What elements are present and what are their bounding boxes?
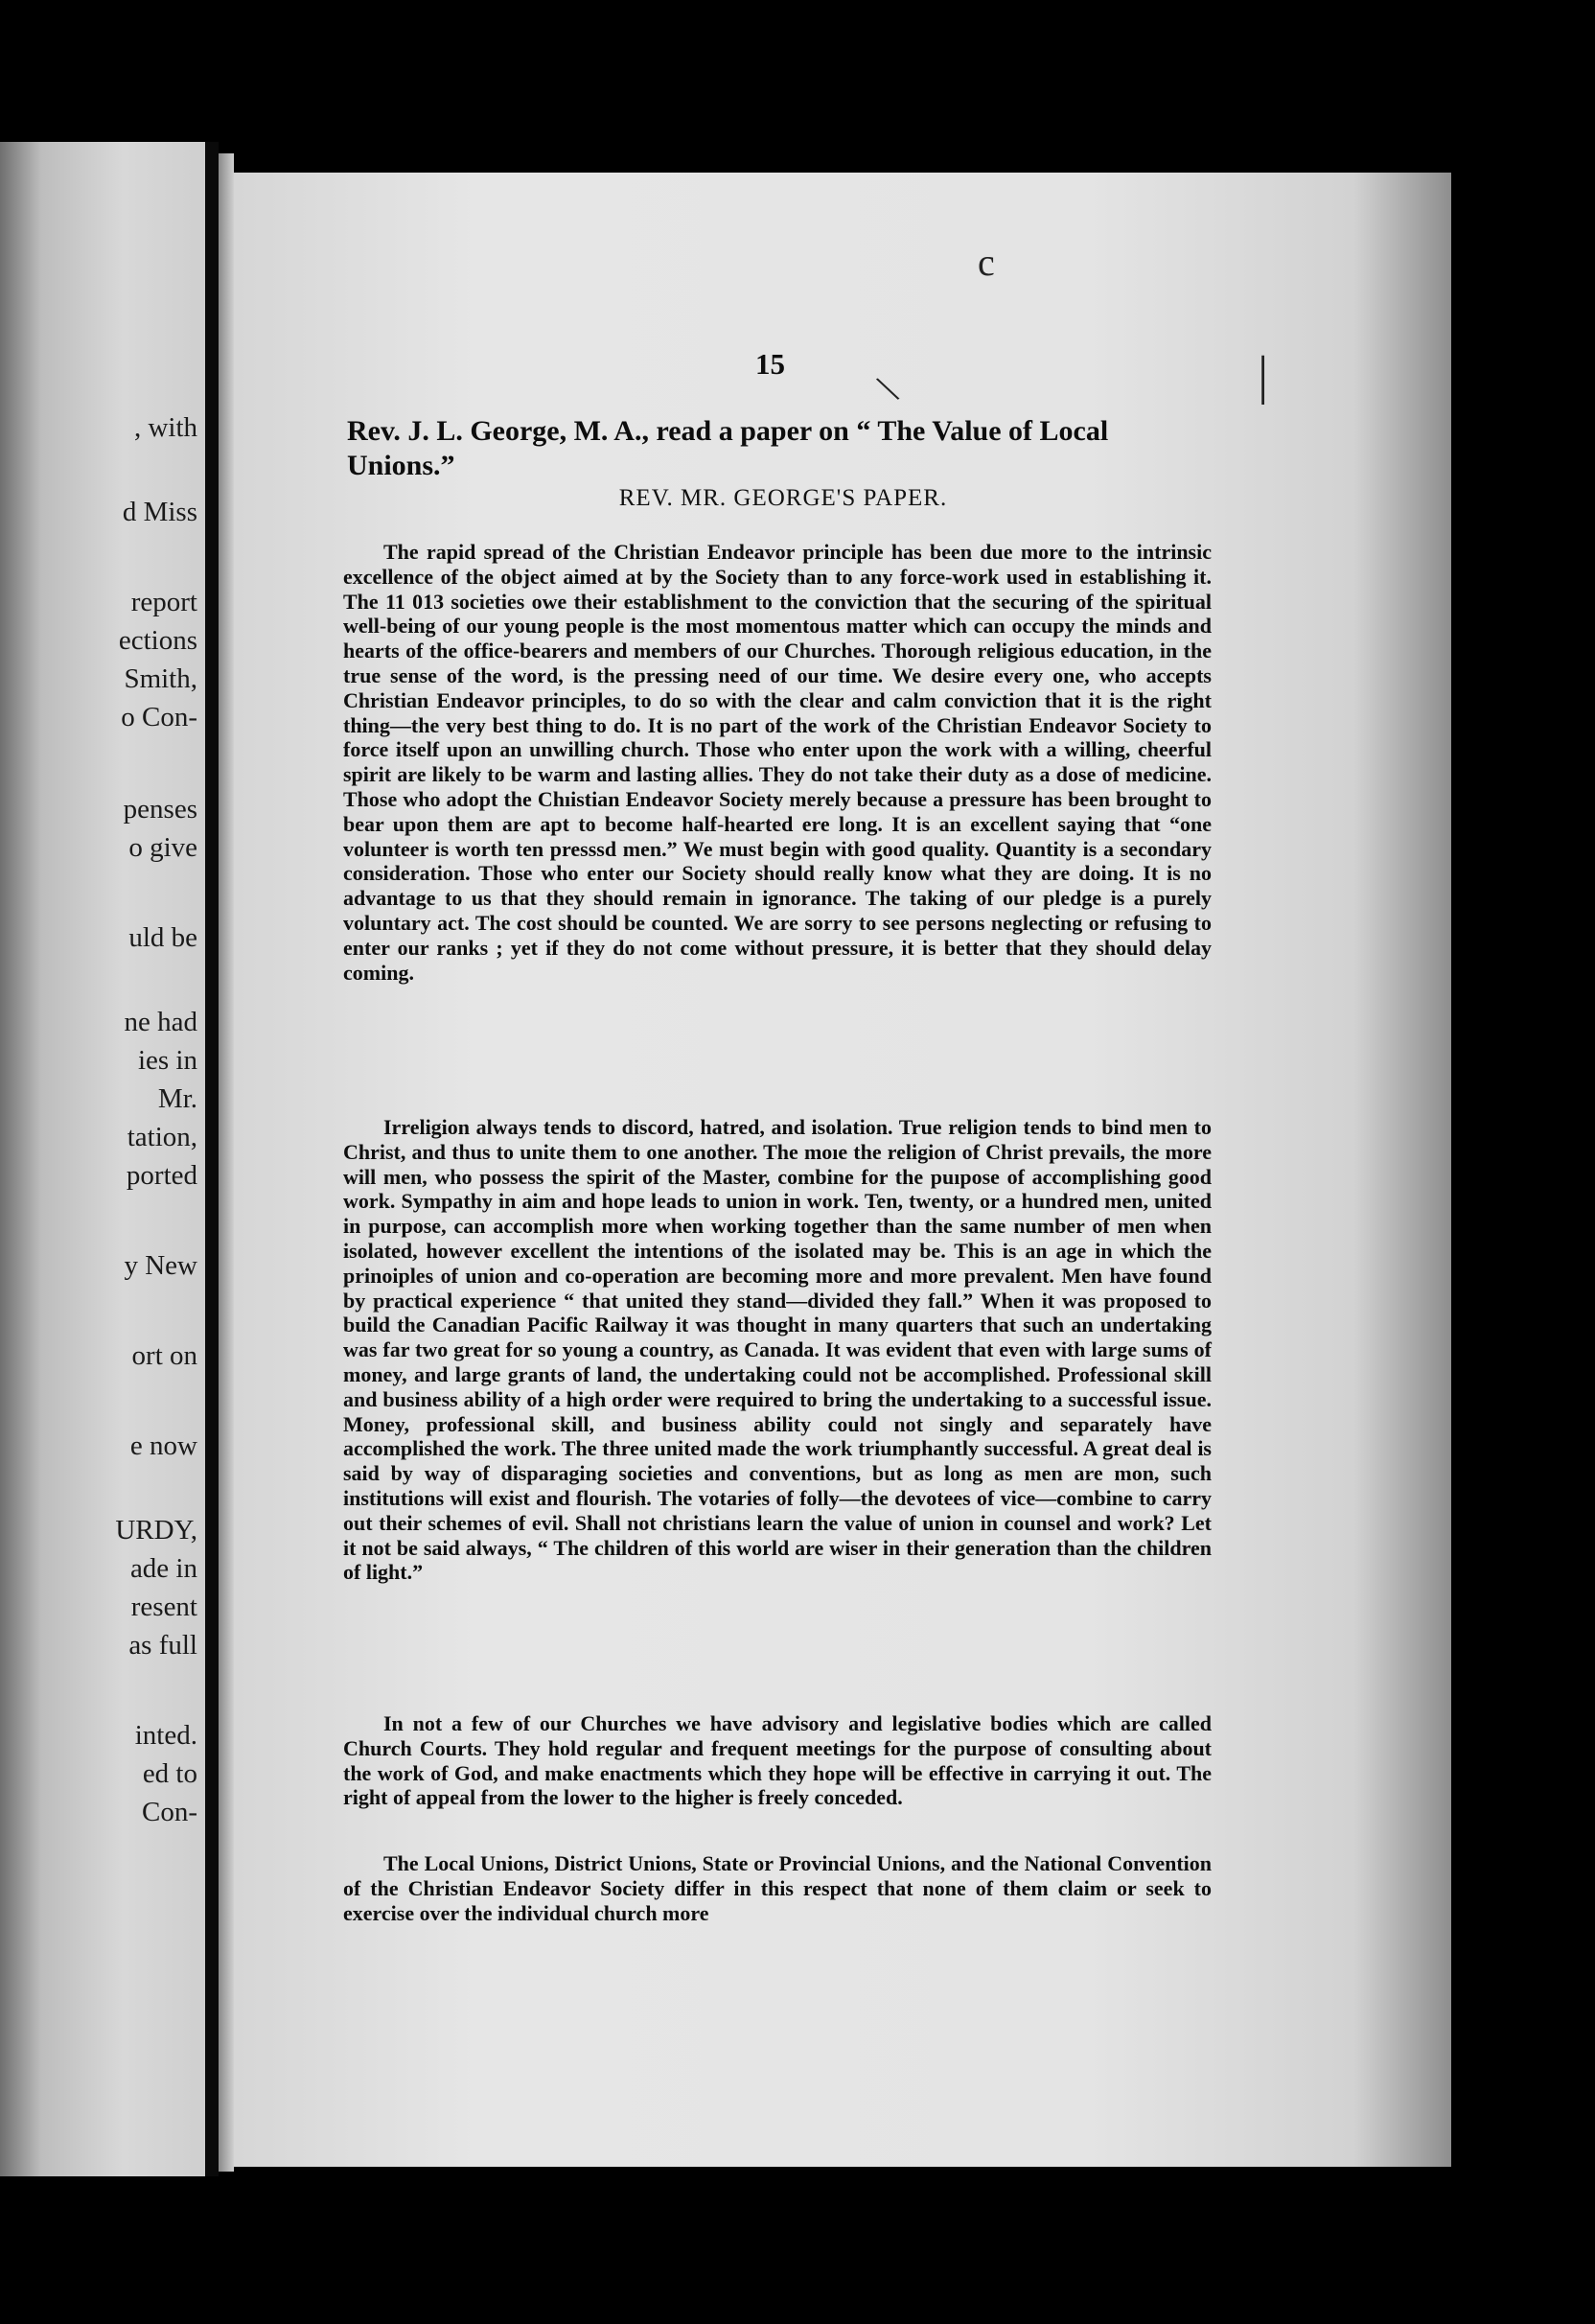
left-page-line: tation, — [127, 1122, 197, 1152]
intro-line-1: Rev. J. L. George, M. A., read a paper on “ The Value of Local — [347, 415, 1109, 447]
left-page-line: as full — [128, 1630, 197, 1661]
left-page-line: report — [130, 587, 197, 617]
left-page-line: inted. — [134, 1720, 197, 1751]
paragraph-2: Irreligion always tends to discord, hatred, and isolation. True religion tends to bind men to Christ, and thus to unite them to one another. The moıe the religion of Christ prevails, the more will men, who possess the spirit of the Master, combine for the puıpose of accomplishing good work. Sympathy in aim and hope leads to union in work. Ten, twenty, or a hundred men, united in purpose, can accomplish more when working together than the same number of men when isolated, however excellent the intentions of the isolated may be. This is an age in which the prinoiples of union and co-operation are becoming more and more prevalent. Men have found by practical experience “ that united they stand—divided they fall.” When it was proposed to build the Canadian Pacific Railway it was thought in many quarters that such an undertaking was far two great for so young a country, as Canada. It was evident that even with large sums of money, and large grants of land, the undertaking could not be accomplished. Professional skill and business ability of a high order were required to bring the undertaking to a successful issue. Money, professional skill, and business ability could not singly and separately have accomplished the work. The three united made the work triumphantly successful. A great deal is said by way of disparaging societies and conventions, but as long as men are mon, such institutions will exist and flourish. The votaries of folly—the devotees of vice—combine to carry out their schemes of evil. Shall not christians learn the value of union in counsel and work? Let it not be said always, “ The children of this world are wiser in their generation than the children of light.” — [343, 1115, 1212, 1585]
paragraph-3: In not a few of our Churches we have advisory and legislative bodies which are called Church Courts. They hold regular and frequent meetings for the purpose of consulting about the work of God, and make enactments which they hope will be effective in carrying it out. The right of appeal from the lower to the higher is freely conceded. — [343, 1711, 1212, 1810]
left-page-line: URDY, — [115, 1515, 197, 1545]
paragraph-1: The rapid spread of the Christian Endeavor principle has been due more to the intrinsic excellence of the object aimed at by the Society than to any force-work used in establishing it. The 11 013 societies owe their establishment to the conviction that the securing of the spiritual well-being of our young people is the most momentous matter which can occupy the minds and hearts of the office-bearers and members of our Churches. Thorough religious education, in the true sense of the word, is the pressing need of our time. We desire every one, who accepts Christian Endeavor principles, to do so with the clear and calm conviction that it is the right thing—the very best thing to do. It is no part of the work of the Christian Endeavor Society to force itself upon an unwilling church. Those who enter upon the work with a willing, cheerful spirit are likely to be warm and lasting allies. They do not take their duty as a dose of medicine. Those who adopt the Chıistian Endeavor Society merely because a pressure has been brought to bear upon them are apt to become half-hearted ere long. It is an excellent saying that “one volunteer is worth ten presssd men.” We must begin with good quality. Quantity is a secondary consideration. Those who enter our Society should really know what they are doing. It is no advantage to us that they should remain in ignorance. The taking of our pledge is a purely voluntary act. The cost should be counted. We are sorry to see persons neglecting or refusing to enter our ranks ; yet if they do not come without pressure, it is better that they should delay coming. — [343, 540, 1212, 985]
left-page-line: resent — [130, 1592, 197, 1622]
left-page-line: ported — [126, 1160, 197, 1191]
paper-heading: REV. MR. GEORGE'S PAPER. — [618, 485, 948, 511]
paragraph-4: The Local Unions, District Unions, State or Provincial Unions, and the National Convention of the Christian Endeavor Society differ in this respect that none of them claim or seek to exercise over the individual church more — [343, 1851, 1212, 1925]
left-page-line: ort on — [131, 1340, 197, 1371]
page-number: 15 — [755, 347, 785, 381]
left-page-line: d Miss — [122, 497, 197, 527]
left-page-line: , with — [133, 412, 197, 443]
left-page-line: ections — [118, 625, 197, 656]
left-page-line: o give — [128, 832, 197, 863]
left-page-line: Con- — [142, 1797, 197, 1827]
left-page-line: Smith, — [124, 663, 197, 694]
left-page-line: y New — [124, 1250, 197, 1281]
ink-mark: c — [978, 241, 995, 284]
left-page-line: uld be — [128, 922, 197, 953]
left-page-line: ies in — [137, 1045, 197, 1076]
pen-stroke-mark: \ — [871, 364, 905, 413]
left-page-line: ade in — [129, 1553, 197, 1584]
book-gutter — [205, 142, 219, 2176]
left-page-line: o Con- — [121, 702, 197, 732]
intro-line-2: Unions.” — [347, 450, 455, 481]
left-page-line: ne had — [124, 1007, 197, 1037]
left-page-fragment — [0, 142, 205, 2176]
left-page-line: Mr. — [157, 1083, 197, 1114]
left-page-line: penses — [123, 794, 197, 825]
left-page-line: ed to — [142, 1758, 197, 1789]
left-page-line: e now — [129, 1430, 197, 1461]
gutter-shadow — [219, 153, 234, 2172]
margin-mark: | — [1258, 346, 1269, 406]
